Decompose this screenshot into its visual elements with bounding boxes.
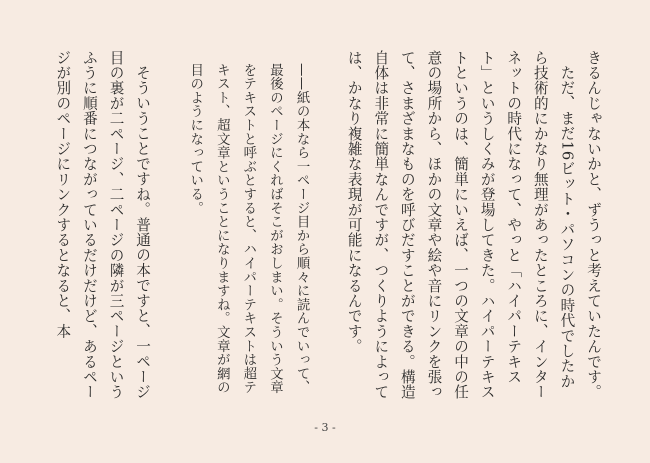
paragraph-gap: [155, 50, 181, 402]
interviewer-question: ——紙の本なら一ページ目から順々に読んでいって、最後のページにくればそこがおしまい。そういう文章をテキストと呼ぶとすると、ハイパーテキストは超テキスト、超文章ということになりますね。文章が網の目のようになっている。: [187, 63, 310, 395]
body-text: [46, 50, 606, 402]
paragraph-2: ただ、まだ16ビット・パソコンの時代でしたから技術的にかなり無理があったところに、インターネットの時代になって、やっと「ハイパーテキスト」というしくみが登場してきた。ハイパーテキストというのは、簡単にいえば、一つの文章の中の任意の場所から、ほかの文章や絵や音にリンクを張って、さまざまなものを呼びだすことができる。構造自体は非常に簡単なんですが、つくりようによっては、かなり複雑な表現が可能になるんです。: [345, 50, 576, 400]
paragraph-4: そういうことですね。普通の本ですと、一ページ目の裏が二ページ、二ページの隣が三ページというふうに順番につながっているだけだけど、あるページが別のページにリンクするとなると、本: [54, 50, 152, 400]
paragraph-1: きるんじゃないかと、ずうっと考えていたんです。: [585, 50, 602, 400]
paragraph-gap: [314, 50, 340, 402]
page-number: - 3 -: [314, 421, 336, 434]
